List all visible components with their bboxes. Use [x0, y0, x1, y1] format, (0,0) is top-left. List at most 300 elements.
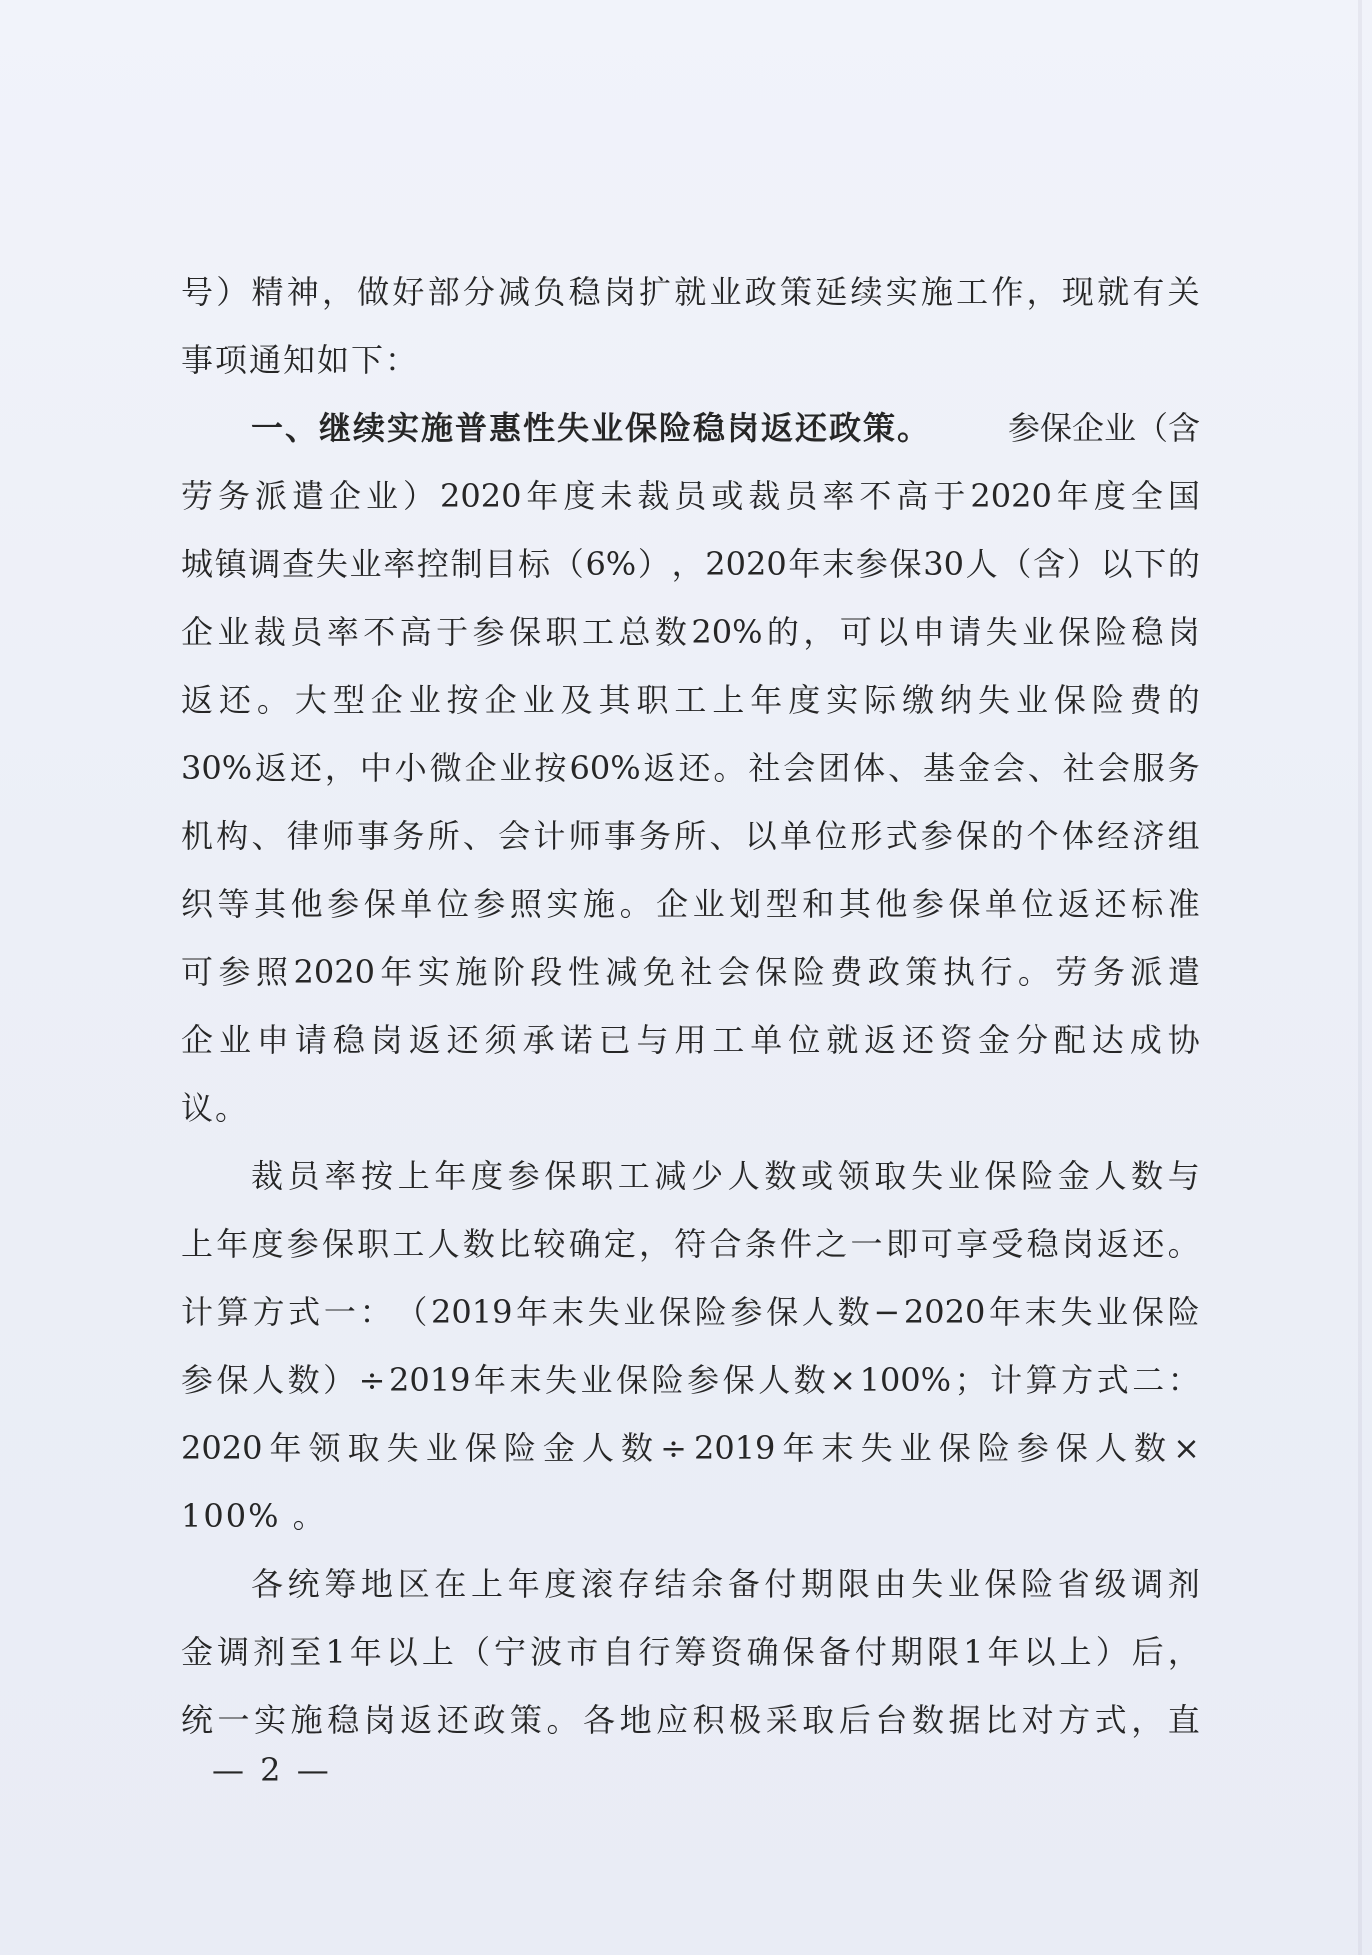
- glyph: ，: [639, 1225, 672, 1263]
- glyph: 和: [802, 885, 835, 923]
- glyph: 计: [181, 1293, 214, 1331]
- glyph: 余: [691, 1565, 724, 1603]
- glyph: 减: [498, 273, 531, 311]
- glyph: 采: [765, 1701, 798, 1739]
- glyph: 险: [1021, 1565, 1054, 1603]
- glyph: 高: [896, 477, 929, 515]
- glyph: 团: [818, 749, 851, 787]
- glyph: 30%: [181, 749, 253, 787]
- glyph: 金: [957, 749, 990, 787]
- glyph: 。: [1017, 953, 1050, 991]
- glyph: 后: [838, 1701, 871, 1739]
- glyph: 与: [1167, 1157, 1200, 1195]
- glyph: 宁: [494, 1633, 527, 1671]
- glyph: 形: [850, 817, 883, 855]
- glyph: 费: [830, 953, 863, 991]
- glyph: 准: [1167, 885, 1200, 923]
- glyph: 岗: [603, 273, 636, 311]
- glyph: 人: [581, 1429, 614, 1467]
- glyph: 2019: [431, 1293, 513, 1331]
- glyph: 失: [911, 1157, 944, 1195]
- glyph: 率: [383, 545, 416, 583]
- glyph: 险: [1167, 1293, 1200, 1331]
- glyph: 工: [712, 1021, 745, 1059]
- glyph: ÷: [358, 1361, 386, 1399]
- glyph: 度: [563, 477, 596, 515]
- glyph: 微: [429, 749, 462, 787]
- glyph: ）: [216, 273, 249, 311]
- glyph: 调: [217, 1633, 250, 1671]
- glyph: 数: [1134, 1429, 1167, 1467]
- glyph: 工: [392, 1225, 425, 1263]
- glyph: 策: [905, 953, 938, 991]
- glyph: 制: [450, 545, 483, 583]
- glyph: 1: [325, 1633, 346, 1671]
- glyph: 确: [746, 1633, 779, 1671]
- glyph: 的: [1167, 681, 1200, 719]
- glyph: 保: [216, 1361, 249, 1399]
- glyph: 限: [926, 1633, 959, 1671]
- glyph: 服: [1132, 749, 1165, 787]
- glyph: 保: [938, 1429, 971, 1467]
- paragraph-2-line-10: 议。: [181, 1089, 250, 1127]
- glyph: 参: [920, 817, 953, 855]
- glyph: 按: [446, 681, 479, 719]
- glyph: 较: [533, 1225, 566, 1263]
- glyph: 资: [940, 1021, 973, 1059]
- glyph: 可: [839, 613, 872, 651]
- glyph: 会: [1097, 749, 1130, 787]
- glyph: 业: [623, 1293, 656, 1331]
- glyph: 年: [516, 1293, 549, 1331]
- glyph: 就: [1097, 273, 1130, 311]
- glyph: 条: [744, 1225, 777, 1263]
- glyph: 式: [288, 1293, 321, 1331]
- glyph: 滚: [581, 1565, 614, 1603]
- glyph: 或: [711, 477, 744, 515]
- glyph: 式: [885, 817, 918, 855]
- glyph: 业: [1015, 681, 1048, 719]
- glyph: 失: [911, 1565, 944, 1603]
- glyph: 请: [949, 613, 982, 651]
- glyph: 所: [674, 817, 707, 855]
- glyph: 劳: [181, 477, 214, 515]
- glyph: 人: [965, 545, 998, 583]
- glyph: 师: [568, 817, 601, 855]
- glyph: 施: [583, 885, 616, 923]
- glyph: 上: [471, 1565, 504, 1603]
- glyph: 年: [216, 1225, 249, 1263]
- glyph: （: [551, 545, 584, 583]
- glyph: 实: [254, 1701, 287, 1739]
- glyph: 的: [766, 613, 799, 651]
- glyph: 配: [1053, 1021, 1086, 1059]
- glyph: 职: [357, 1225, 390, 1263]
- glyph: 险: [1094, 613, 1127, 651]
- glyph: 各: [251, 1565, 284, 1603]
- glyph: ，: [321, 273, 354, 311]
- glyph: 分: [1015, 1021, 1048, 1059]
- glyph: 会: [498, 817, 531, 855]
- glyph: 还: [1094, 885, 1127, 923]
- glyph: 算: [1025, 1361, 1058, 1399]
- glyph: 取: [347, 1429, 380, 1467]
- paragraph-1-line-2: 事项通知如下：: [181, 341, 420, 379]
- glyph: 以: [1023, 1633, 1056, 1671]
- paragraph-2-line-1: [181, 462, 1200, 530]
- glyph: 参: [730, 1293, 763, 1331]
- glyph: 部: [427, 273, 460, 311]
- glyph: 他: [875, 885, 908, 923]
- glyph: 数: [764, 1157, 797, 1195]
- glyph: ，: [1026, 273, 1059, 311]
- glyph: 岗: [370, 1021, 403, 1059]
- glyph: 年: [269, 1429, 302, 1467]
- glyph: 段: [530, 953, 563, 991]
- glyph: 个: [1026, 817, 1059, 855]
- glyph: （: [999, 545, 1032, 583]
- glyph: 裁: [748, 477, 781, 515]
- glyph: 应: [656, 1701, 689, 1739]
- glyph: 付: [854, 1633, 887, 1671]
- glyph: 年: [526, 477, 559, 515]
- glyph: 查: [282, 545, 315, 583]
- glyph: 须: [484, 1021, 517, 1059]
- glyph: 数: [911, 1701, 944, 1739]
- glyph: 务: [639, 817, 672, 855]
- glyph: 等: [217, 885, 250, 923]
- glyph: 保: [1053, 681, 1086, 719]
- glyph: 金: [542, 1429, 575, 1467]
- glyph: 一: [217, 1701, 250, 1739]
- glyph: 划: [729, 885, 762, 923]
- paragraph-3-line-2: [181, 1210, 1200, 1278]
- glyph: 失: [985, 613, 1018, 651]
- glyph: 纳: [940, 681, 973, 719]
- glyph: 业: [947, 1157, 980, 1195]
- glyph: 数: [837, 1293, 870, 1331]
- glyph: 其: [254, 885, 287, 923]
- glyph: 还: [902, 1021, 935, 1059]
- glyph: 律: [286, 817, 319, 855]
- glyph: 失: [1060, 1293, 1093, 1331]
- glyph: 剂: [253, 1633, 286, 1671]
- glyph: 险: [651, 1361, 684, 1399]
- glyph: 险: [977, 1429, 1010, 1467]
- glyph: 二: [1132, 1361, 1165, 1399]
- glyph: 数: [654, 613, 687, 651]
- glyph: 会: [992, 749, 1025, 787]
- glyph: 实: [417, 953, 450, 991]
- glyph: 事: [603, 817, 636, 855]
- glyph: 于: [436, 613, 469, 651]
- glyph: 申: [256, 1021, 289, 1059]
- glyph: 保: [544, 1157, 577, 1195]
- glyph: 事: [357, 817, 390, 855]
- glyph: 失: [587, 1293, 620, 1331]
- glyph: 度: [251, 1225, 284, 1263]
- glyph: 度: [544, 1565, 577, 1603]
- glyph: 2020: [440, 477, 522, 515]
- glyph: 神: [286, 273, 319, 311]
- glyph: 存: [617, 1565, 650, 1603]
- glyph: 末: [509, 1361, 542, 1399]
- glyph: 请: [294, 1021, 327, 1059]
- glyph: 直: [1167, 1701, 1200, 1739]
- glyph: 现: [1061, 273, 1094, 311]
- glyph: 2019: [388, 1361, 471, 1399]
- glyph: 照: [256, 953, 289, 991]
- glyph: 。: [546, 1701, 579, 1739]
- glyph: 年: [507, 1565, 540, 1603]
- glyph: 职: [636, 681, 669, 719]
- glyph: 企: [181, 613, 214, 651]
- glyph: 、: [462, 817, 495, 855]
- glyph: 会: [717, 953, 750, 991]
- glyph: 返: [864, 1021, 897, 1059]
- glyph: 于: [933, 477, 966, 515]
- glyph: 分: [462, 273, 495, 311]
- glyph: 人: [727, 1157, 760, 1195]
- glyph: 保: [1058, 613, 1091, 651]
- glyph: 镇: [214, 545, 247, 583]
- glyph: 照: [509, 885, 542, 923]
- glyph: 高: [399, 613, 432, 651]
- glyph: 件: [779, 1225, 812, 1263]
- glyph: 申: [912, 613, 945, 651]
- glyph: 6%: [585, 545, 637, 583]
- glyph: 不: [363, 613, 396, 651]
- glyph: 体: [853, 749, 886, 787]
- glyph: 业: [349, 545, 382, 583]
- glyph: 。: [1167, 1225, 1200, 1263]
- glyph: 数: [793, 1361, 826, 1399]
- glyph: 策: [509, 1701, 542, 1739]
- glyph: 20%: [691, 613, 763, 651]
- glyph: 保: [948, 885, 981, 923]
- glyph: 组: [1167, 817, 1200, 855]
- glyph: ×: [1173, 1429, 1200, 1467]
- glyph: 员: [785, 477, 818, 515]
- glyph: 他: [290, 885, 323, 923]
- glyph: 政: [473, 1701, 506, 1739]
- glyph: 含: [1033, 545, 1066, 583]
- glyph: 险: [1021, 1157, 1054, 1195]
- glyph: 业: [692, 885, 725, 923]
- glyph: 未: [600, 477, 633, 515]
- glyph: ；: [954, 1361, 987, 1399]
- paragraph-2-line-5: [181, 734, 1200, 802]
- glyph: 所: [427, 817, 460, 855]
- glyph: 返: [181, 681, 214, 719]
- glyph: 社: [1062, 749, 1095, 787]
- glyph: 享: [956, 1225, 989, 1263]
- glyph: 保: [1131, 1293, 1164, 1331]
- glyph: 在: [434, 1565, 467, 1603]
- glyph: 务: [1167, 749, 1200, 787]
- glyph: 领: [308, 1429, 341, 1467]
- glyph: 末: [821, 1429, 854, 1467]
- glyph: 保: [321, 1225, 354, 1263]
- document-body: [181, 258, 1200, 1754]
- glyph: 计: [533, 817, 566, 855]
- glyph: 年: [750, 681, 783, 719]
- glyph: 。: [713, 749, 746, 787]
- paragraph-2-line-8: [181, 938, 1200, 1006]
- glyph: 确: [568, 1225, 601, 1263]
- glyph: 2020: [293, 953, 375, 991]
- paragraph-3-line-4: [181, 1346, 1200, 1414]
- glyph: 上: [397, 1157, 430, 1195]
- glyph: 上: [181, 1225, 214, 1263]
- glyph: 区: [397, 1565, 430, 1603]
- glyph: 实: [885, 273, 918, 311]
- glyph: 保: [889, 545, 922, 583]
- glyph: 算: [216, 1293, 249, 1331]
- glyph: 自: [602, 1633, 635, 1671]
- glyph: 工: [956, 273, 989, 311]
- glyph: 筹: [324, 1565, 357, 1603]
- glyph: 剂: [1167, 1565, 1200, 1603]
- glyph: 备: [818, 1633, 851, 1671]
- glyph: 返: [643, 749, 676, 787]
- glyph: 结: [654, 1565, 687, 1603]
- glyph: 返: [1058, 885, 1091, 923]
- glyph: 参: [286, 1225, 319, 1263]
- glyph: 按: [534, 749, 567, 787]
- glyph: ，: [1131, 1701, 1164, 1739]
- glyph: 可: [181, 953, 214, 991]
- glyph: 期: [890, 1633, 923, 1671]
- glyph: 至: [289, 1633, 322, 1671]
- glyph: 的: [1167, 545, 1200, 583]
- glyph: 级: [1094, 1565, 1127, 1603]
- glyph: 或: [801, 1157, 834, 1195]
- glyph: 参: [687, 1361, 720, 1399]
- glyph: 统: [181, 1701, 214, 1739]
- glyph: 少: [691, 1157, 724, 1195]
- glyph: 取: [802, 1701, 835, 1739]
- glyph: 人: [758, 1361, 791, 1399]
- page-number: — 2 —: [212, 1751, 332, 1789]
- glyph: 方: [1058, 1701, 1091, 1739]
- glyph: 100%: [859, 1361, 952, 1399]
- paragraph-4-line-3: [181, 1686, 1200, 1754]
- glyph: 参: [855, 545, 888, 583]
- glyph: 经: [1097, 817, 1130, 855]
- glyph: 业: [580, 1361, 613, 1399]
- glyph: 执: [942, 953, 975, 991]
- glyph: 失: [315, 545, 348, 583]
- glyph: 其: [838, 885, 871, 923]
- glyph: 业: [218, 1021, 251, 1059]
- glyph: 人: [1094, 1157, 1127, 1195]
- glyph: 工: [617, 1157, 650, 1195]
- glyph: 2020: [705, 545, 787, 583]
- glyph: 年: [788, 545, 821, 583]
- paragraph-4-line-1: [181, 1550, 1200, 1618]
- glyph: 保: [766, 1293, 799, 1331]
- glyph: ：: [359, 1293, 392, 1331]
- glyph: 城: [181, 545, 214, 583]
- glyph: 业: [899, 1429, 932, 1467]
- glyph: 统: [287, 1565, 320, 1603]
- glyph: 参: [911, 885, 944, 923]
- glyph: 协: [1167, 1021, 1200, 1059]
- glyph: 施: [455, 953, 488, 991]
- glyph: 险: [1091, 681, 1124, 719]
- glyph: 职: [581, 1157, 614, 1195]
- glyph: 还: [1132, 1225, 1165, 1263]
- paragraph-2-line-3: [181, 598, 1200, 666]
- glyph: 中: [359, 749, 392, 787]
- glyph: 位: [815, 817, 848, 855]
- glyph: 企: [484, 681, 517, 719]
- glyph: 不: [859, 477, 892, 515]
- glyph: 员: [287, 1157, 320, 1195]
- glyph: 国: [1167, 477, 1200, 515]
- glyph: 比: [985, 1701, 1018, 1739]
- glyph: 。: [619, 885, 652, 923]
- glyph: 负: [533, 273, 566, 311]
- glyph: 保: [464, 1429, 497, 1467]
- paragraph-3-line-6: 100% 。: [181, 1497, 327, 1535]
- glyph: 地: [619, 1701, 652, 1739]
- glyph: 策: [779, 273, 812, 311]
- glyph: 年: [987, 1633, 1020, 1671]
- glyph: 其: [598, 681, 631, 719]
- glyph: 目: [484, 545, 517, 583]
- glyph: 度: [1093, 477, 1126, 515]
- glyph: 30: [923, 545, 964, 583]
- glyph: 达: [1091, 1021, 1124, 1059]
- glyph: 领: [837, 1157, 870, 1195]
- glyph: 社: [748, 749, 781, 787]
- glyph: 调: [1131, 1565, 1164, 1603]
- glyph: 年: [1056, 477, 1089, 515]
- glyph: 波: [530, 1633, 563, 1671]
- glyph: 还: [289, 749, 322, 787]
- glyph: 政: [744, 273, 777, 311]
- glyph: 人: [801, 1293, 834, 1331]
- glyph: 调: [248, 545, 281, 583]
- glyph: 以: [385, 1633, 418, 1671]
- glyph: 业: [947, 1565, 980, 1603]
- paragraph-2-line-4: [181, 666, 1200, 734]
- glyph: 2019: [693, 1429, 776, 1467]
- glyph: 以: [876, 613, 909, 651]
- glyph: 一: [323, 1293, 356, 1331]
- glyph: 比: [498, 1225, 531, 1263]
- glyph: 参: [507, 1157, 540, 1195]
- glyph: 市: [566, 1633, 599, 1671]
- glyph: ×: [829, 1361, 857, 1399]
- glyph: 企: [370, 681, 403, 719]
- glyph: 返: [408, 1021, 441, 1059]
- glyph: 构: [216, 817, 249, 855]
- glyph: 位: [788, 1021, 821, 1059]
- glyph: 作: [991, 273, 1024, 311]
- glyph: 保: [363, 885, 396, 923]
- glyph: 诺: [560, 1021, 593, 1059]
- glyph: 续: [850, 273, 883, 311]
- glyph: 缴: [902, 681, 935, 719]
- glyph: 施: [920, 273, 953, 311]
- glyph: 度: [788, 681, 821, 719]
- glyph: 师: [321, 817, 354, 855]
- glyph: ）: [323, 1361, 356, 1399]
- section-heading-rest: 参保企业（含: [1007, 409, 1200, 447]
